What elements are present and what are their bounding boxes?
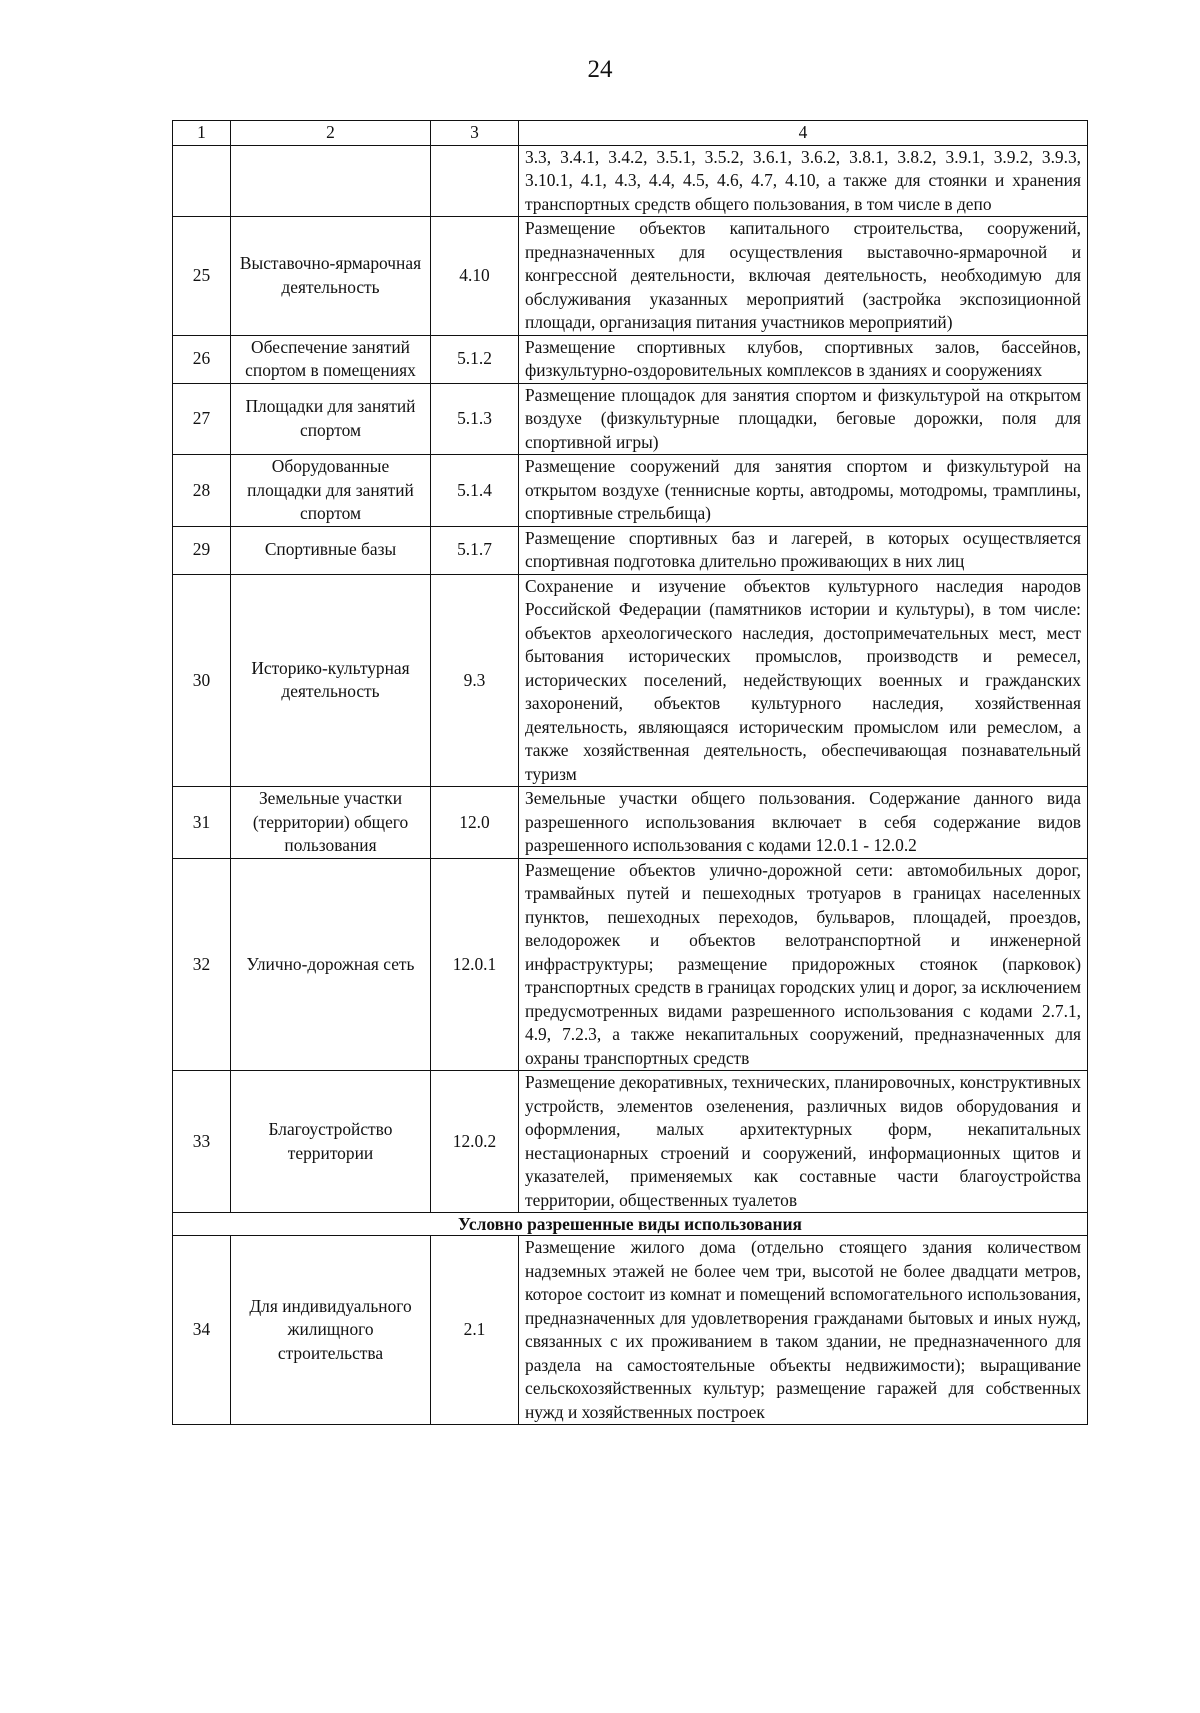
table-row [173,383,1088,455]
use-type-name: Земельные участки (территории) общего пользования [231,787,431,859]
use-type-name: Обеспечение занятий спортом в помещениях [231,335,431,383]
table-row [173,335,1088,383]
section-title: Условно разрешенные виды использования [173,1213,1088,1236]
use-type-name: Выставочно-ярмарочная деятельность [231,217,431,336]
land-use-table [172,120,1088,1425]
row-number: 26 [173,335,231,383]
use-type-code: 5.1.7 [431,526,519,574]
column-header: 4 [519,121,1088,146]
use-type-name: Оборудованные площадки для занятий спортом [231,455,431,527]
use-type-description: Сохранение и изучение объектов культурного наследия народов Российской Федерации (памятников истории и культуры), в том числе: объектов археологического наследия, достопримечательных мест, мест бытования исторических промыслов, производств и ремесел, исторических поселений, недействующих военных и гражданских захоронений, объектов культурного наследия, хозяйственная деятельность, являющаяся историческим промыслом или ремеслом, а также хозяйственная деятельность, обеспечивающая познавательный туризм [519,574,1088,787]
table-row [173,217,1088,336]
use-type-code [431,145,519,217]
column-header: 3 [431,121,519,146]
table-row [173,1071,1088,1213]
use-type-description: Размещение спортивных клубов, спортивных залов, бассейнов, физкультурно-оздоровительных комплексов в зданиях и сооружениях [519,335,1088,383]
table-header-row [173,121,1088,146]
column-header: 1 [173,121,231,146]
row-number: 33 [173,1071,231,1213]
table-row [173,455,1088,527]
use-type-name: Историко-культурная деятельность [231,574,431,787]
column-header: 2 [231,121,431,146]
use-type-name: Благоустройство территории [231,1071,431,1213]
row-number: 31 [173,787,231,859]
row-number: 30 [173,574,231,787]
use-type-description: Размещение площадок для занятия спортом и физкультурой на открытом воздухе (физкультурные площадки, беговые дорожки, поля для спортивной игры) [519,383,1088,455]
use-type-code: 12.0 [431,787,519,859]
use-type-code: 9.3 [431,574,519,787]
use-type-description: Размещение декоративных, технических, планировочных, конструктивных устройств, элементов озеленения, различных видов оборудования и оформления, малых архитектурных форм, некапитальных нестационарных строений и сооружений, информационных щитов и указателей, применяемых как составные части благоустройства территории, общественных туалетов [519,1071,1088,1213]
use-type-code: 5.1.4 [431,455,519,527]
use-type-name: Улично-дорожная сеть [231,858,431,1071]
table-row [173,858,1088,1071]
row-number [173,145,231,217]
use-type-name: Площадки для занятий спортом [231,383,431,455]
use-type-name: Для индивидуального жилищного строительства [231,1236,431,1425]
row-number: 32 [173,858,231,1071]
section-row [173,1213,1088,1236]
table-row [173,526,1088,574]
use-type-code: 5.1.2 [431,335,519,383]
row-number: 29 [173,526,231,574]
use-type-description: 3.3, 3.4.1, 3.4.2, 3.5.1, 3.5.2, 3.6.1, 3.6.2, 3.8.1, 3.8.2, 3.9.1, 3.9.2, 3.9.3, 3.10.1, 4.1, 4.3, 4.4, 4.5, 4.6, 4.7, 4.10, а также для стоянки и хранения транспортных средств общего пользования, в том числе в депо [519,145,1088,217]
table-row [173,1236,1088,1425]
table-row [173,574,1088,787]
use-type-name: Спортивные базы [231,526,431,574]
use-type-description: Размещение жилого дома (отдельно стоящего здания количеством надземных этажей не более чем три, высотой не более двадцати метров, которое состоит из комнат и помещений вспомогательного использования, предназначенных для удовлетворения гражданами бытовых и иных нужд, связанных с их проживанием в таком здании, не предназначенного для раздела на самостоятельные объекты недвижимости); выращивание сельскохозяйственных культур; размещение гаражей для собственных нужд и хозяйственных построек [519,1236,1088,1425]
use-type-name [231,145,431,217]
use-type-description: Размещение объектов улично-дорожной сети: автомобильных дорог, трамвайных путей и пешеходных тротуаров в границах населенных пунктов, пешеходных переходов, бульваров, площадей, проездов, велодорожек и объектов велотранспортной и инженерной инфраструктуры; размещение придорожных стоянок (парковок) транспортных средств в границах городских улиц и дорог, за исключением предусмотренных видами разрешенного использования с кодами 2.7.1, 4.9, 7.2.3, а также некапитальных сооружений, предназначенных для охраны транспортных средств [519,858,1088,1071]
use-type-description: Земельные участки общего пользования. Содержание данного вида разрешенного использования включает в себя содержание видов разрешенного использования с кодами 12.0.1 - 12.0.2 [519,787,1088,859]
page-number: 24 [587,56,613,83]
row-number: 28 [173,455,231,527]
use-type-code: 12.0.1 [431,858,519,1071]
row-number: 34 [173,1236,231,1425]
use-type-description: Размещение спортивных баз и лагерей, в которых осуществляется спортивная подготовка длительно проживающих в них лиц [519,526,1088,574]
use-type-code: 12.0.2 [431,1071,519,1213]
use-type-code: 4.10 [431,217,519,336]
row-number: 25 [173,217,231,336]
use-type-description: Размещение сооружений для занятия спортом и физкультурой на открытом воздухе (теннисные корты, автодромы, мотодромы, трамплины, спортивные стрельбища) [519,455,1088,527]
use-type-description: Размещение объектов капитального строительства, сооружений, предназначенных для осуществления выставочно-ярмарочной и конгрессной деятельности, включая деятельность, необходимую для обслуживания указанных мероприятий (застройка экспозиционной площади, организация питания участников мероприятий) [519,217,1088,336]
table-row [173,145,1088,217]
use-type-code: 5.1.3 [431,383,519,455]
use-type-code: 2.1 [431,1236,519,1425]
table-row [173,787,1088,859]
row-number: 27 [173,383,231,455]
